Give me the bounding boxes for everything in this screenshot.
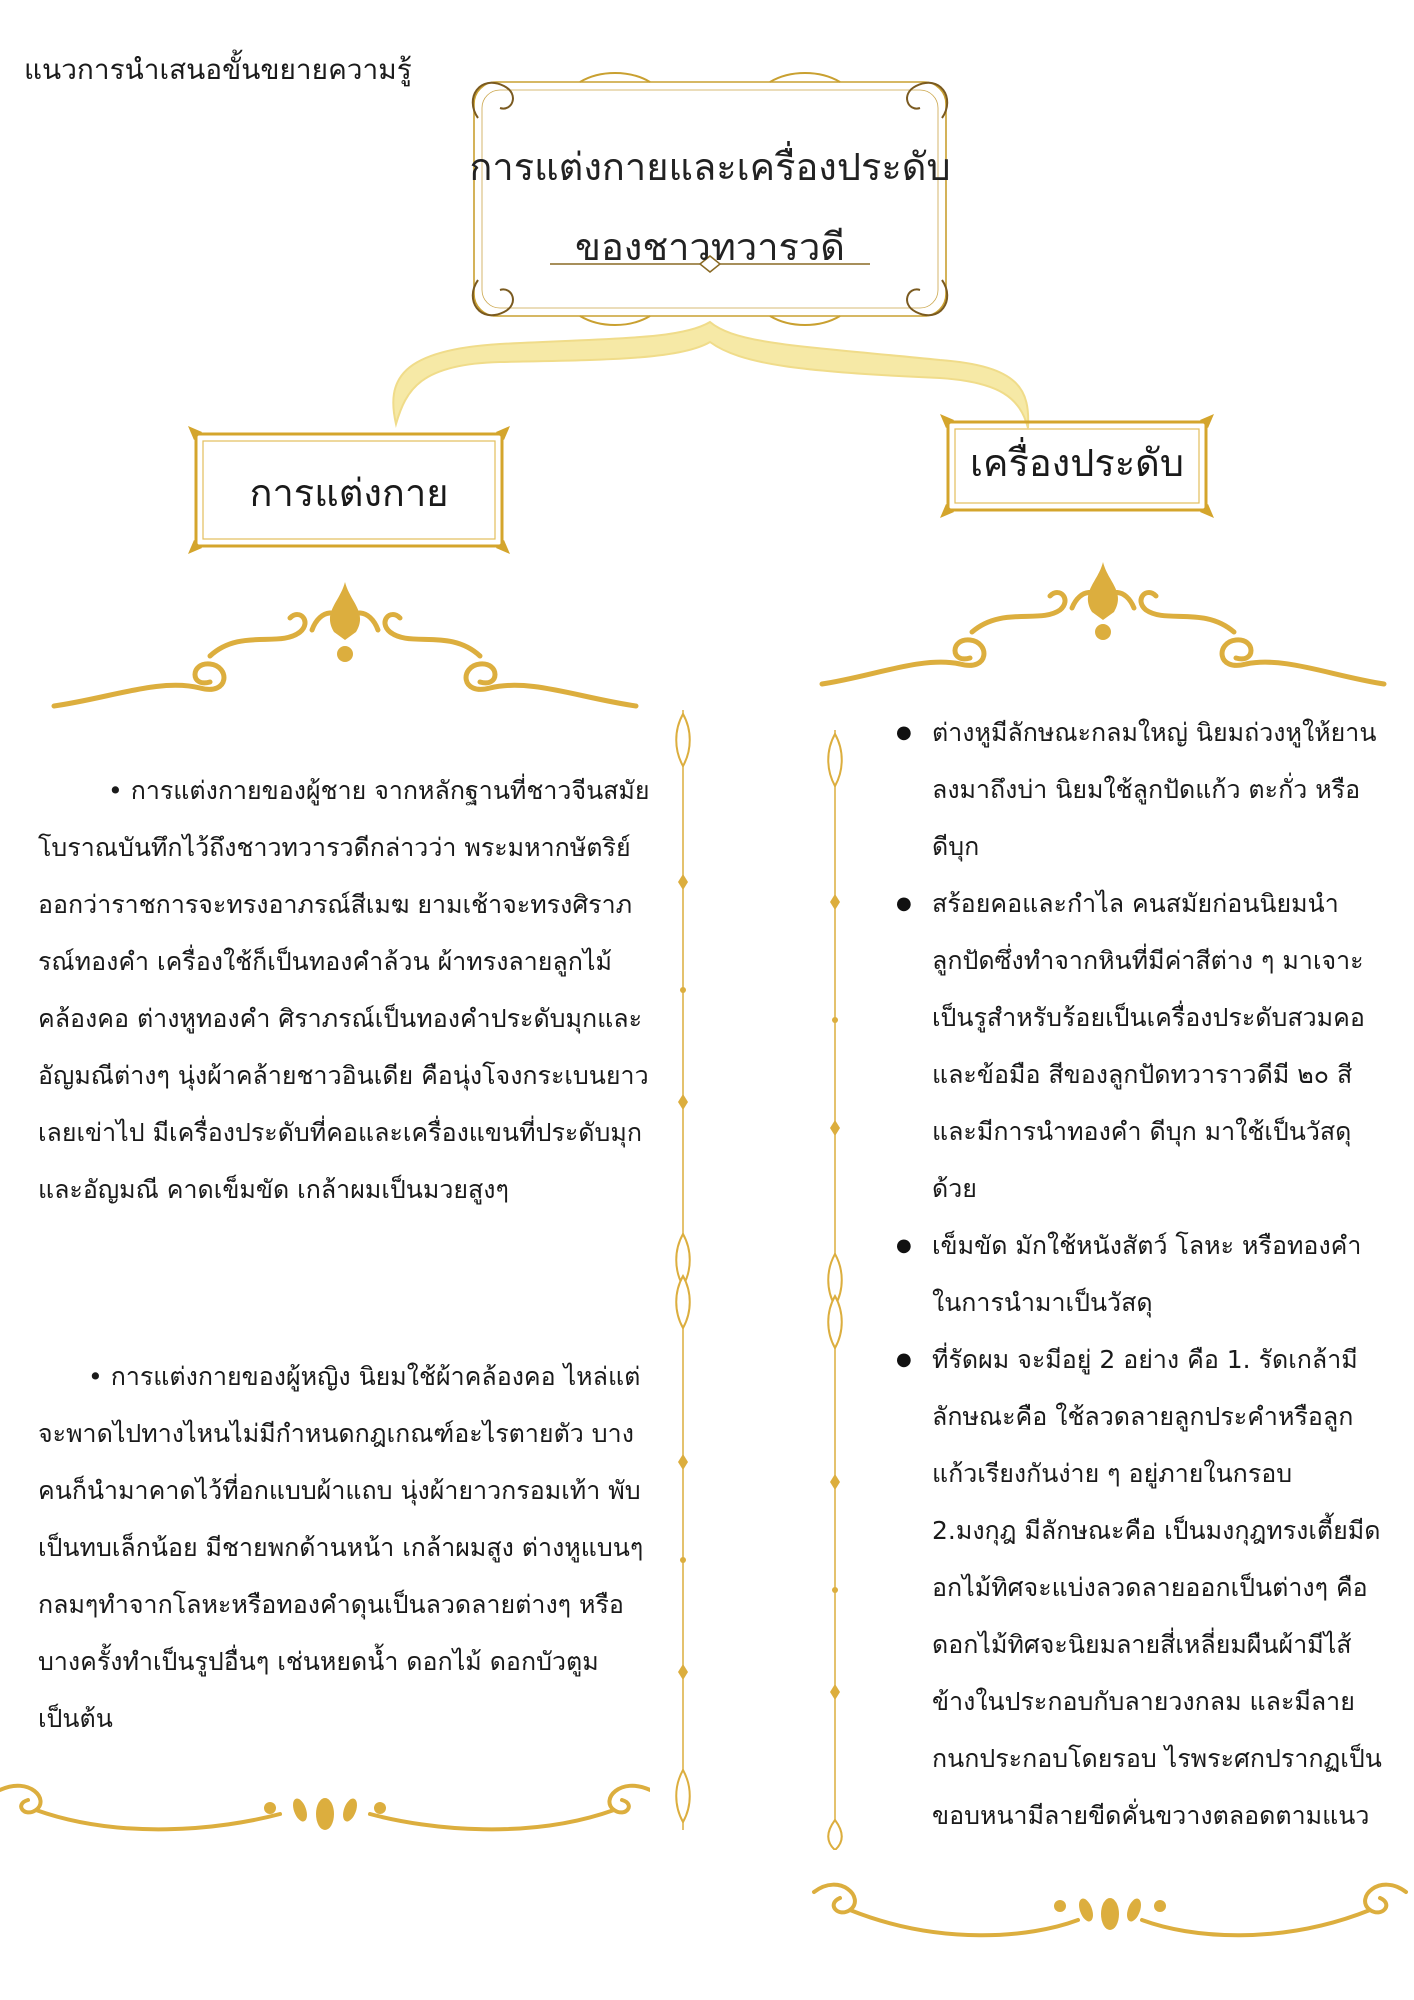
accessories-list [896,704,1382,1844]
title-line-2: ของชาวทวารวดี [575,225,845,269]
paragraph-women-attire [38,1348,654,1747]
list-item-hairband: ● ที่รัดผม จะมีอยู่ 2 อย่าง คือ 1. รัดเกล้ามีลักษณะคือ ใช้ลวดลายลูกประคำหรือลูกแก้วเรียงกันง่าย ๆ อยู่ภายในกรอบ 2.มงกุฎ มีลักษณะคือ เป็นมงกุฎทรงเตี้ยมีดอกไม้ทิศจะแบ่งลวดลายออกเป็นต่างๆ คือ ดอกไม้ทิศจะนิยมลายสี่เหลี่ยมผืนผ้ามีไส้ข้างในประกอบกับลายวงกลม และมีลายกนกประกอบโดยรอบ ไรพระศกปรากฏเป็นขอบหนามีลายขีดคั่นขวางตลอดตามแนว [896,1331,1382,1844]
paragraph-text: • การแต่งกายของผู้หญิง นิยมใช้ผ้าคล้องคอ ไหล่แต่จะพาดไปทางไหนไม่มีกำหนดกฎเกณฑ์อะไรตายตัว บางคนก็นำมาคาดไว้ที่อกแบบผ้าแถบ นุ่งผ้ายาวกรอมเท้า พับเป็นทบเล็กน้อย มีชายพกด้านหน้า เกล้าผมสูง ต่างหูแบนๆกลมๆทำจากโลหะหรือทองคำดุนเป็นลวดลายต่างๆ หรือบางครั้งทำเป็นรูปอื่นๆ เช่นหยดน้ำ ดอกไม้ ดอกบัวตูม เป็นต้น [38,1362,644,1733]
left-vertical-divider [668,710,698,1830]
list-item-belt: ● เข็มขัด มักใช้หนังสัตว์ โลหะ หรือทองคำในการนำมาเป็นวัสดุ [896,1217,1382,1331]
left-bottom-flourish [0,1770,650,1860]
title-line-1: การแต่งกายและเครื่องประดับ [469,145,951,189]
right-top-ornament [818,560,1388,694]
header-label: แนวการนำเสนอขั้นขยายความรู้ [24,53,412,86]
right-vertical-divider [820,730,850,1850]
paragraph-men-attire [38,762,654,1218]
list-item-necklace-bracelet: ● สร้อยคอและกำไล คนสมัยก่อนนิยมนำลูกปัดซึ่งทำจากหินที่มีค่าสีต่าง ๆ มาเจาะเป็นรูสำหรับร้อยเป็นเครื่องประดับสวมคอและข้อมือ สีของลูกปัดทวาราวดีมี ๒๐ สี และมีการนำทองคำ ดีบุก มาใช้เป็นวัสดุด้วย [896,875,1382,1217]
paragraph-text: • การแต่งกายของผู้ชาย จากหลักฐานที่ชาวจีนสมัยโบราณบันทึกไว้ถึงชาวทวารวดีกล่าวว่า พระมหากษัตริย์ออกว่าราชการจะทรงอาภรณ์สีเมฆ ยามเช้าจะทรงศิราภรณ์ทองคำ เครื่องใช้ก็เป็นทองคำล้วน ผ้าทรงลายลูกไม้คล้องคอ ต่างหูทองคำ ศิราภรณ์เป็นทองคำประดับมุกและอัญมณีต่างๆ นุ่งผ้าคล้ายชาวอินเดีย คือนุ่งโจงกระเบนยาวเลยเข่าไป มีเครื่องประดับที่คอและเครื่องแขนที่ประดับมุกและอัญมณี คาดเข็มขัด เกล้าผมเป็นมวยสูงๆ [38,776,650,1204]
list-item-earrings: ● ต่างหูมีลักษณะกลมใหญ่ นิยมถ่วงหูให้ยานลงมาถึงบ่า นิยมใช้ลูกปัดแก้ว ตะกั่ว หรือดีบุก [896,704,1382,875]
left-section-heading: การแต่งกาย [249,471,449,515]
right-bottom-flourish [810,1862,1410,1972]
left-top-ornament [50,578,640,718]
title-ornate-frame [460,68,960,330]
right-section-heading: เครื่องประดับ [970,441,1184,485]
